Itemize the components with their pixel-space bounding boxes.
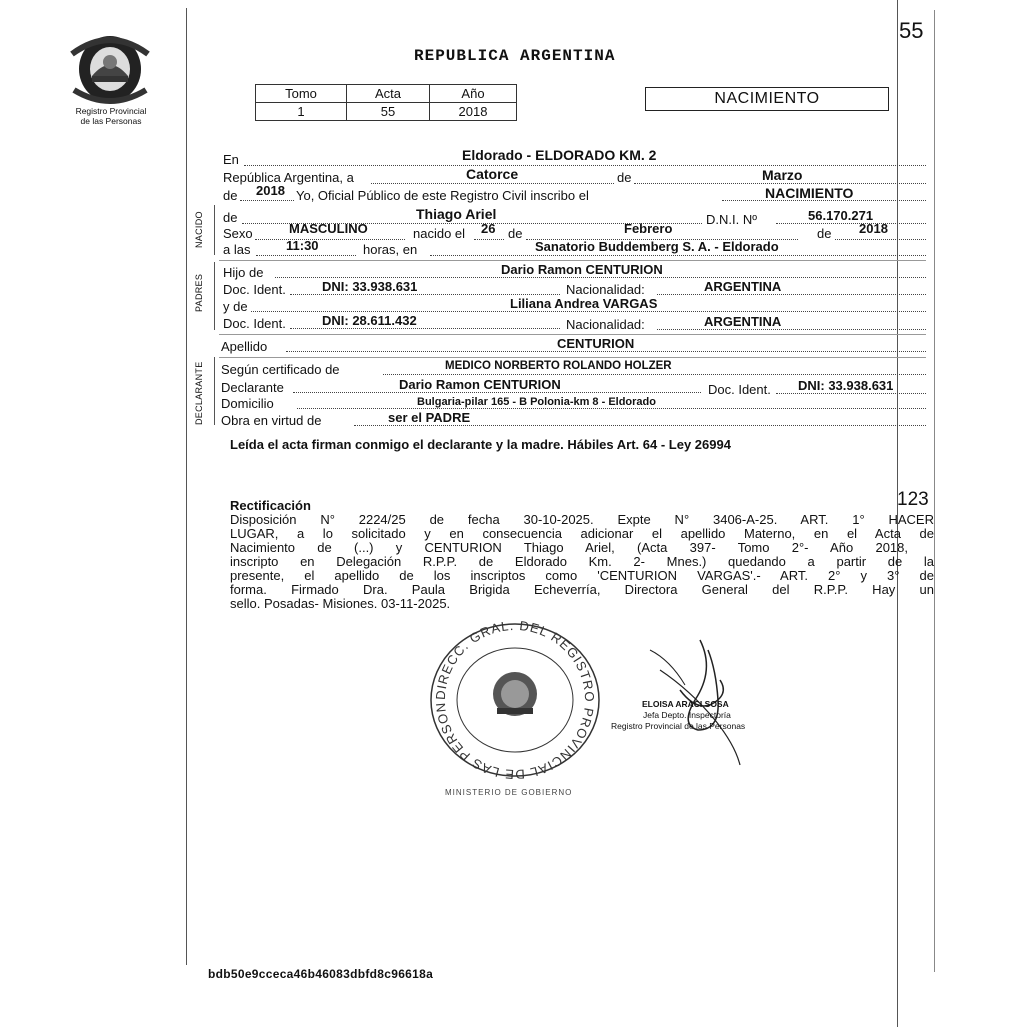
- padre-doc: DNI: 33.938.631: [322, 279, 418, 294]
- rectificacion-title: Rectificación: [230, 498, 311, 513]
- right-outer-line: [934, 10, 935, 972]
- padre-doc-label: Doc. Ident.: [223, 282, 286, 297]
- lugar-dots: [430, 255, 926, 256]
- domicilio-value: Bulgaria-pilar 165 - B Polonia-km 8 - Eldorado: [417, 396, 656, 408]
- day-dots: [371, 183, 614, 184]
- sexo-dots: [255, 239, 405, 240]
- month-value: Marzo: [762, 167, 803, 183]
- declarante-label: Declarante: [221, 380, 284, 395]
- rectificacion-line: Nacimiento de (...) y CENTURION Thiago Ariel, (Acta 397- Tomo 2°- Año 2018,: [230, 540, 908, 555]
- hijo-de-label: Hijo de: [223, 265, 264, 280]
- year-dots: [240, 200, 294, 201]
- padre-doc-dots: [290, 294, 560, 295]
- y-de-label: y de: [223, 299, 248, 314]
- child-name: Thiago Ariel: [416, 206, 497, 222]
- table-value-acta: 55: [347, 103, 430, 121]
- logo-org-line-1: Registro Provincial: [75, 106, 147, 116]
- sexo-label: Sexo: [223, 226, 253, 241]
- de-label-1: de: [617, 170, 632, 185]
- rectificacion-line: Disposición N° 2224/25 de fecha 30-10-2025. Expte N° 3406-A-25. ART. 1° HACER: [230, 512, 934, 527]
- hora-dots: [256, 255, 356, 256]
- page-number: 55: [899, 18, 924, 43]
- birth-day-dots: [474, 239, 504, 240]
- madre-dots: [251, 311, 926, 312]
- lugar-nac: Sanatorio Buddemberg S. A. - Eldorado: [535, 239, 779, 254]
- leida-text: Leída el acta firman conmigo el declarante y la madre. Hábiles Art. 64 - Ley 26994: [230, 437, 731, 452]
- declarante-doc-dots: [776, 393, 926, 394]
- declarante-dots: [293, 392, 701, 393]
- apellido-dots: [286, 351, 926, 352]
- birth-day: 26: [481, 221, 496, 236]
- separator-2: [219, 334, 926, 335]
- day-word: Catorce: [466, 166, 519, 182]
- page-title: REPUBLICA ARGENTINA: [414, 47, 616, 65]
- padre-nac: ARGENTINA: [704, 279, 782, 294]
- de-label-4: de: [508, 226, 523, 241]
- table-value-tomo: 1: [256, 103, 347, 121]
- birth-month: Febrero: [624, 221, 673, 236]
- place-value: Eldorado - ELDORADO KM. 2: [462, 147, 657, 163]
- declarante-doc-label: Doc. Ident.: [708, 382, 771, 397]
- place-dots: [244, 165, 926, 166]
- nacido-el-label: nacido el: [413, 226, 466, 241]
- de-label-5: de: [817, 226, 832, 241]
- rectificacion-line: LUGAR, a lo solicitado y en consecuencia adicionar el apellido Materno, en el Acta de: [230, 526, 934, 541]
- obra-value: ser el PADRE: [388, 410, 471, 425]
- rectificacion-body: [230, 513, 934, 611]
- signature-org: Registro Provincial de las Personas: [611, 721, 746, 731]
- republica-label: República Argentina, a: [223, 170, 354, 185]
- province-logo: [62, 32, 158, 106]
- madre-nac: ARGENTINA: [704, 314, 782, 329]
- month-dots: [634, 183, 926, 184]
- madre-nac-label: Nacionalidad:: [566, 317, 645, 332]
- certificado-value: MEDICO NORBERTO ROLANDO HOLZER: [445, 360, 672, 372]
- madre-doc-label: Doc. Ident.: [223, 316, 286, 331]
- table-header-tomo: Tomo: [256, 85, 347, 103]
- padre-nac-label: Nacionalidad:: [566, 282, 645, 297]
- declarante-bracket: [214, 357, 215, 425]
- signature-role: Jefa Depto. Inspectoría: [643, 710, 731, 720]
- en-label: En: [223, 152, 239, 167]
- section-label-declarante: DECLARANTE: [194, 361, 204, 425]
- obra-dots: [354, 425, 926, 426]
- doc-type-label: NACIMIENTO: [714, 90, 820, 107]
- horas-en-label: horas, en: [363, 242, 418, 257]
- rectificacion-margin-number: 123: [897, 489, 929, 510]
- apellido-label: Apellido: [221, 339, 268, 354]
- inscribo-text: Yo, Oficial Público de este Registro Civil inscribo el: [296, 188, 589, 203]
- signature-name: ELOISA ARACI SOSA: [642, 699, 729, 709]
- certificado-dots: [383, 374, 926, 375]
- seal-inner-text: MINISTERIO DE GOBIERNO: [445, 788, 573, 797]
- nacido-bracket: [214, 205, 215, 255]
- left-margin-line: [186, 8, 187, 965]
- madre-nac-dots: [657, 329, 926, 330]
- dni-value: 56.170.271: [808, 208, 874, 223]
- de-label-2: de: [223, 188, 238, 203]
- madre-doc-dots: [290, 328, 560, 329]
- dni-dots: [776, 223, 926, 224]
- padre-dots: [275, 277, 926, 278]
- birth-year-dots: [835, 239, 926, 240]
- apellido-value: CENTURION: [557, 336, 635, 351]
- de-label-3: de: [223, 210, 238, 225]
- section-label-nacido: NACIDO: [194, 211, 204, 248]
- madre-doc: DNI: 28.611.432: [322, 313, 417, 328]
- hora-value: 11:30: [286, 238, 319, 253]
- inscribo-value: NACIMIENTO: [765, 185, 854, 201]
- padre-nac-dots: [657, 294, 926, 295]
- doc-type-box: [645, 87, 889, 111]
- birth-year: 2018: [859, 221, 888, 236]
- official-seal: [425, 620, 605, 780]
- rectificacion-line: forma. Firmado Dra. Paula Brigida Echeverría, Directora General del R.P.P. Hay un: [230, 582, 934, 597]
- domicilio-label: Domicilio: [221, 396, 274, 411]
- table-header-acta: Acta: [347, 85, 430, 103]
- rectificacion-line: sello. Posadas- Misiones. 03-11-2025.: [230, 596, 451, 611]
- register-table: [255, 84, 517, 121]
- logo-org-line-2: de las Personas: [80, 116, 142, 126]
- obra-label: Obra en virtud de: [221, 413, 322, 428]
- table-value-anio: 2018: [430, 103, 517, 121]
- declarante-name: Dario Ramon CENTURION: [399, 377, 561, 392]
- sexo-value: MASCULINO: [289, 221, 368, 236]
- madre-name: Liliana Andrea VARGAS: [510, 296, 658, 311]
- declarante-doc: DNI: 33.938.631: [798, 378, 894, 393]
- rectificacion-line: inscripto en Delegación R.P.P. de Eldorado Km. 2- Mnes.) quedando a partir de la: [230, 554, 934, 569]
- footer-hash: bdb50e9cceca46b46083dbfd8c96618a: [208, 967, 434, 981]
- seal-ring-text: DIRECC. GRAL. DEL REGISTRO PROVINCIAL DE LAS PERSON: [432, 620, 598, 780]
- domicilio-dots: [297, 408, 926, 409]
- rectificacion-line: presente, el apellido de los inscriptos como 'CENTURION VARGAS'.- ART. 2° y 3° de: [230, 568, 934, 583]
- separator-1: [219, 260, 926, 261]
- separator-3: [219, 357, 926, 358]
- dni-label: D.N.I. Nº: [706, 212, 757, 227]
- section-label-padres: PADRES: [194, 273, 204, 312]
- a-las-label: a las: [223, 242, 251, 257]
- padre-name: Dario Ramon CENTURION: [501, 262, 663, 277]
- table-header-anio: Año: [430, 85, 517, 103]
- year-value: 2018: [256, 183, 285, 198]
- certificado-label: Según certificado de: [221, 362, 340, 377]
- padres-bracket: [214, 262, 215, 330]
